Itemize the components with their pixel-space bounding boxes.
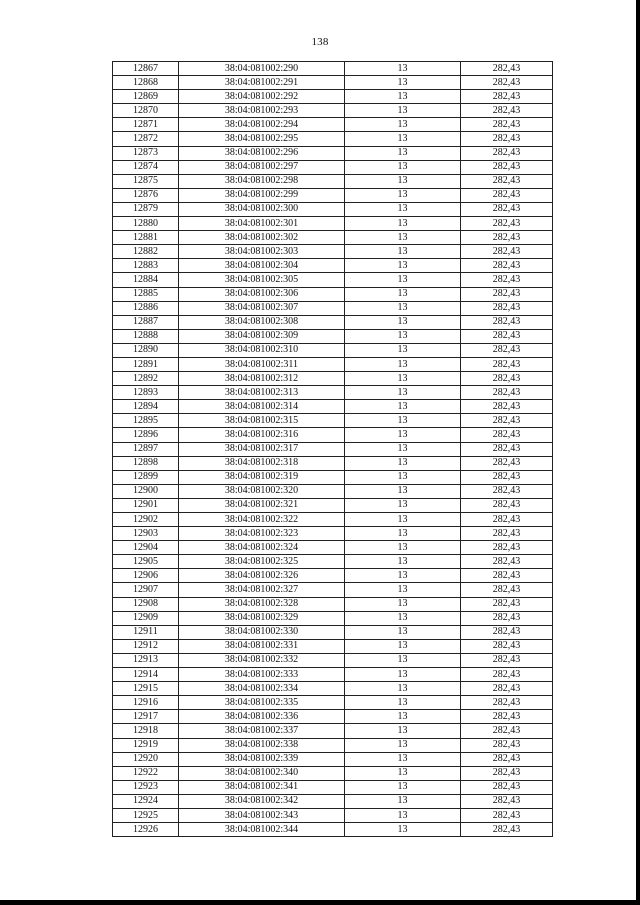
count-cell: 13 xyxy=(345,724,461,738)
cadastral-number-cell: 38:04:081002:297 xyxy=(179,160,345,174)
count-cell: 13 xyxy=(345,301,461,315)
cadastral-number-cell: 38:04:081002:312 xyxy=(179,372,345,386)
cadastral-number-cell: 38:04:081002:318 xyxy=(179,456,345,470)
cadastral-number-cell: 38:04:081002:306 xyxy=(179,287,345,301)
count-cell: 13 xyxy=(345,160,461,174)
row-number-cell: 12906 xyxy=(113,569,179,583)
area-cell: 282,43 xyxy=(461,653,553,667)
table-row xyxy=(113,217,553,231)
scan-edge-right xyxy=(636,0,640,905)
row-number-cell: 12893 xyxy=(113,386,179,400)
area-cell: 282,43 xyxy=(461,329,553,343)
cadastral-number-cell: 38:04:081002:336 xyxy=(179,710,345,724)
table-row xyxy=(113,202,553,216)
table-body xyxy=(113,62,553,837)
count-cell: 13 xyxy=(345,527,461,541)
table-row xyxy=(113,823,553,837)
table-row xyxy=(113,62,553,76)
table-row xyxy=(113,315,553,329)
table-row xyxy=(113,498,553,512)
area-cell: 282,43 xyxy=(461,188,553,202)
area-cell: 282,43 xyxy=(461,386,553,400)
row-number-cell: 12874 xyxy=(113,160,179,174)
area-cell: 282,43 xyxy=(461,625,553,639)
count-cell: 13 xyxy=(345,668,461,682)
area-cell: 282,43 xyxy=(461,470,553,484)
row-number-cell: 12913 xyxy=(113,653,179,667)
row-number-cell: 12896 xyxy=(113,428,179,442)
row-number-cell: 12891 xyxy=(113,357,179,371)
count-cell: 13 xyxy=(345,202,461,216)
row-number-cell: 12916 xyxy=(113,696,179,710)
row-number-cell: 12887 xyxy=(113,315,179,329)
table-row xyxy=(113,527,553,541)
table-row xyxy=(113,738,553,752)
table-row xyxy=(113,273,553,287)
count-cell: 13 xyxy=(345,231,461,245)
area-cell: 282,43 xyxy=(461,555,553,569)
table-row xyxy=(113,682,553,696)
table-row xyxy=(113,639,553,653)
area-cell: 282,43 xyxy=(461,273,553,287)
row-number-cell: 12898 xyxy=(113,456,179,470)
cadastral-number-cell: 38:04:081002:335 xyxy=(179,696,345,710)
cadastral-number-cell: 38:04:081002:315 xyxy=(179,414,345,428)
area-cell: 282,43 xyxy=(461,682,553,696)
area-cell: 282,43 xyxy=(461,484,553,498)
table-row xyxy=(113,794,553,808)
table-row xyxy=(113,386,553,400)
row-number-cell: 12894 xyxy=(113,400,179,414)
area-cell: 282,43 xyxy=(461,400,553,414)
cadastral-number-cell: 38:04:081002:333 xyxy=(179,668,345,682)
table-row xyxy=(113,76,553,90)
count-cell: 13 xyxy=(345,315,461,329)
table-row xyxy=(113,245,553,259)
area-cell: 282,43 xyxy=(461,611,553,625)
area-cell: 282,43 xyxy=(461,780,553,794)
row-number-cell: 12892 xyxy=(113,372,179,386)
row-number-cell: 12915 xyxy=(113,682,179,696)
row-number-cell: 12922 xyxy=(113,766,179,780)
table-row xyxy=(113,174,553,188)
row-number-cell: 12924 xyxy=(113,794,179,808)
cadastral-number-cell: 38:04:081002:338 xyxy=(179,738,345,752)
table-row xyxy=(113,104,553,118)
table-row xyxy=(113,710,553,724)
page-number: 138 xyxy=(311,36,329,48)
cadastral-number-cell: 38:04:081002:327 xyxy=(179,583,345,597)
count-cell: 13 xyxy=(345,217,461,231)
table-row xyxy=(113,414,553,428)
area-cell: 282,43 xyxy=(461,118,553,132)
count-cell: 13 xyxy=(345,76,461,90)
cadastral-number-cell: 38:04:081002:322 xyxy=(179,513,345,527)
row-number-cell: 12882 xyxy=(113,245,179,259)
row-number-cell: 12903 xyxy=(113,527,179,541)
cadastral-number-cell: 38:04:081002:324 xyxy=(179,541,345,555)
table-row xyxy=(113,231,553,245)
area-cell: 282,43 xyxy=(461,372,553,386)
count-cell: 13 xyxy=(345,400,461,414)
area-cell: 282,43 xyxy=(461,794,553,808)
area-cell: 282,43 xyxy=(461,710,553,724)
row-number-cell: 12901 xyxy=(113,498,179,512)
table-row xyxy=(113,372,553,386)
table-row xyxy=(113,456,553,470)
count-cell: 13 xyxy=(345,104,461,118)
table-row xyxy=(113,357,553,371)
row-number-cell: 12872 xyxy=(113,132,179,146)
area-cell: 282,43 xyxy=(461,738,553,752)
count-cell: 13 xyxy=(345,118,461,132)
row-number-cell: 12912 xyxy=(113,639,179,653)
table-row xyxy=(113,90,553,104)
row-number-cell: 12908 xyxy=(113,597,179,611)
table-row xyxy=(113,301,553,315)
row-number-cell: 12914 xyxy=(113,668,179,682)
table-row xyxy=(113,780,553,794)
area-cell: 282,43 xyxy=(461,245,553,259)
row-number-cell: 12905 xyxy=(113,555,179,569)
cadastral-number-cell: 38:04:081002:342 xyxy=(179,794,345,808)
table-row xyxy=(113,724,553,738)
table-row xyxy=(113,513,553,527)
area-cell: 282,43 xyxy=(461,569,553,583)
cadastral-number-cell: 38:04:081002:308 xyxy=(179,315,345,329)
table-row xyxy=(113,484,553,498)
area-cell: 282,43 xyxy=(461,76,553,90)
count-cell: 13 xyxy=(345,90,461,104)
cadastral-number-cell: 38:04:081002:337 xyxy=(179,724,345,738)
cadastral-number-cell: 38:04:081002:310 xyxy=(179,343,345,357)
row-number-cell: 12888 xyxy=(113,329,179,343)
table-row xyxy=(113,611,553,625)
row-number-cell: 12880 xyxy=(113,217,179,231)
table-row xyxy=(113,428,553,442)
count-cell: 13 xyxy=(345,357,461,371)
area-cell: 282,43 xyxy=(461,202,553,216)
count-cell: 13 xyxy=(345,470,461,484)
count-cell: 13 xyxy=(345,696,461,710)
count-cell: 13 xyxy=(345,372,461,386)
table-row xyxy=(113,470,553,484)
area-cell: 282,43 xyxy=(461,428,553,442)
row-number-cell: 12871 xyxy=(113,118,179,132)
row-number-cell: 12886 xyxy=(113,301,179,315)
table-row xyxy=(113,442,553,456)
cadastral-number-cell: 38:04:081002:302 xyxy=(179,231,345,245)
area-cell: 282,43 xyxy=(461,527,553,541)
count-cell: 13 xyxy=(345,583,461,597)
cadastral-number-cell: 38:04:081002:292 xyxy=(179,90,345,104)
cadastral-number-cell: 38:04:081002:294 xyxy=(179,118,345,132)
cadastral-number-cell: 38:04:081002:299 xyxy=(179,188,345,202)
table-row xyxy=(113,160,553,174)
cadastral-number-cell: 38:04:081002:303 xyxy=(179,245,345,259)
count-cell: 13 xyxy=(345,259,461,273)
table-row xyxy=(113,696,553,710)
cadastral-number-cell: 38:04:081002:314 xyxy=(179,400,345,414)
count-cell: 13 xyxy=(345,569,461,583)
cadastral-number-cell: 38:04:081002:291 xyxy=(179,76,345,90)
row-number-cell: 12900 xyxy=(113,484,179,498)
cadastral-number-cell: 38:04:081002:311 xyxy=(179,357,345,371)
cadastral-number-cell: 38:04:081002:300 xyxy=(179,202,345,216)
count-cell: 13 xyxy=(345,428,461,442)
table-row xyxy=(113,400,553,414)
area-cell: 282,43 xyxy=(461,442,553,456)
cadastral-number-cell: 38:04:081002:320 xyxy=(179,484,345,498)
area-cell: 282,43 xyxy=(461,583,553,597)
row-number-cell: 12918 xyxy=(113,724,179,738)
count-cell: 13 xyxy=(345,62,461,76)
count-cell: 13 xyxy=(345,456,461,470)
area-cell: 282,43 xyxy=(461,668,553,682)
count-cell: 13 xyxy=(345,625,461,639)
area-cell: 282,43 xyxy=(461,414,553,428)
cadastral-number-cell: 38:04:081002:339 xyxy=(179,752,345,766)
count-cell: 13 xyxy=(345,780,461,794)
area-cell: 282,43 xyxy=(461,498,553,512)
row-number-cell: 12911 xyxy=(113,625,179,639)
cadastral-number-cell: 38:04:081002:295 xyxy=(179,132,345,146)
count-cell: 13 xyxy=(345,245,461,259)
table-row xyxy=(113,668,553,682)
cadastral-number-cell: 38:04:081002:330 xyxy=(179,625,345,639)
area-cell: 282,43 xyxy=(461,174,553,188)
row-number-cell: 12895 xyxy=(113,414,179,428)
table-row xyxy=(113,259,553,273)
area-cell: 282,43 xyxy=(461,301,553,315)
cadastral-number-cell: 38:04:081002:316 xyxy=(179,428,345,442)
count-cell: 13 xyxy=(345,513,461,527)
table-row xyxy=(113,132,553,146)
area-cell: 282,43 xyxy=(461,724,553,738)
cadastral-number-cell: 38:04:081002:296 xyxy=(179,146,345,160)
row-number-cell: 12883 xyxy=(113,259,179,273)
cadastral-number-cell: 38:04:081002:293 xyxy=(179,104,345,118)
cadastral-table xyxy=(112,61,553,837)
table-row xyxy=(113,287,553,301)
count-cell: 13 xyxy=(345,498,461,512)
count-cell: 13 xyxy=(345,752,461,766)
table-row xyxy=(113,625,553,639)
count-cell: 13 xyxy=(345,766,461,780)
table-row xyxy=(113,118,553,132)
count-cell: 13 xyxy=(345,132,461,146)
row-number-cell: 12890 xyxy=(113,343,179,357)
count-cell: 13 xyxy=(345,682,461,696)
row-number-cell: 12884 xyxy=(113,273,179,287)
count-cell: 13 xyxy=(345,611,461,625)
row-number-cell: 12869 xyxy=(113,90,179,104)
cadastral-number-cell: 38:04:081002:328 xyxy=(179,597,345,611)
table-row xyxy=(113,808,553,822)
area-cell: 282,43 xyxy=(461,597,553,611)
area-cell: 282,43 xyxy=(461,146,553,160)
cadastral-number-cell: 38:04:081002:290 xyxy=(179,62,345,76)
count-cell: 13 xyxy=(345,555,461,569)
cadastral-number-cell: 38:04:081002:332 xyxy=(179,653,345,667)
area-cell: 282,43 xyxy=(461,160,553,174)
table-row xyxy=(113,583,553,597)
area-cell: 282,43 xyxy=(461,696,553,710)
area-cell: 282,43 xyxy=(461,90,553,104)
count-cell: 13 xyxy=(345,823,461,837)
cadastral-number-cell: 38:04:081002:334 xyxy=(179,682,345,696)
cadastral-number-cell: 38:04:081002:343 xyxy=(179,808,345,822)
count-cell: 13 xyxy=(345,484,461,498)
count-cell: 13 xyxy=(345,808,461,822)
cadastral-number-cell: 38:04:081002:301 xyxy=(179,217,345,231)
area-cell: 282,43 xyxy=(461,752,553,766)
row-number-cell: 12925 xyxy=(113,808,179,822)
row-number-cell: 12867 xyxy=(113,62,179,76)
row-number-cell: 12879 xyxy=(113,202,179,216)
cadastral-number-cell: 38:04:081002:321 xyxy=(179,498,345,512)
area-cell: 282,43 xyxy=(461,315,553,329)
table-row xyxy=(113,329,553,343)
count-cell: 13 xyxy=(345,414,461,428)
row-number-cell: 12909 xyxy=(113,611,179,625)
cadastral-number-cell: 38:04:081002:325 xyxy=(179,555,345,569)
area-cell: 282,43 xyxy=(461,287,553,301)
area-cell: 282,43 xyxy=(461,823,553,837)
row-number-cell: 12902 xyxy=(113,513,179,527)
count-cell: 13 xyxy=(345,442,461,456)
scan-edge-bottom xyxy=(0,900,640,905)
count-cell: 13 xyxy=(345,343,461,357)
row-number-cell: 12881 xyxy=(113,231,179,245)
count-cell: 13 xyxy=(345,597,461,611)
count-cell: 13 xyxy=(345,710,461,724)
count-cell: 13 xyxy=(345,541,461,555)
area-cell: 282,43 xyxy=(461,513,553,527)
row-number-cell: 12885 xyxy=(113,287,179,301)
row-number-cell: 12923 xyxy=(113,780,179,794)
row-number-cell: 12875 xyxy=(113,174,179,188)
cadastral-number-cell: 38:04:081002:329 xyxy=(179,611,345,625)
table-row xyxy=(113,766,553,780)
area-cell: 282,43 xyxy=(461,541,553,555)
cadastral-number-cell: 38:04:081002:341 xyxy=(179,780,345,794)
count-cell: 13 xyxy=(345,146,461,160)
count-cell: 13 xyxy=(345,386,461,400)
row-number-cell: 12868 xyxy=(113,76,179,90)
cadastral-number-cell: 38:04:081002:313 xyxy=(179,386,345,400)
row-number-cell: 12873 xyxy=(113,146,179,160)
row-number-cell: 12899 xyxy=(113,470,179,484)
table-row xyxy=(113,597,553,611)
table-row xyxy=(113,555,553,569)
area-cell: 282,43 xyxy=(461,217,553,231)
table-row xyxy=(113,343,553,357)
area-cell: 282,43 xyxy=(461,357,553,371)
area-cell: 282,43 xyxy=(461,639,553,653)
area-cell: 282,43 xyxy=(461,104,553,118)
count-cell: 13 xyxy=(345,653,461,667)
cadastral-number-cell: 38:04:081002:304 xyxy=(179,259,345,273)
row-number-cell: 12870 xyxy=(113,104,179,118)
area-cell: 282,43 xyxy=(461,766,553,780)
table-row xyxy=(113,188,553,202)
row-number-cell: 12897 xyxy=(113,442,179,456)
row-number-cell: 12926 xyxy=(113,823,179,837)
count-cell: 13 xyxy=(345,794,461,808)
count-cell: 13 xyxy=(345,329,461,343)
table-row xyxy=(113,569,553,583)
count-cell: 13 xyxy=(345,174,461,188)
row-number-cell: 12907 xyxy=(113,583,179,597)
count-cell: 13 xyxy=(345,639,461,653)
count-cell: 13 xyxy=(345,188,461,202)
area-cell: 282,43 xyxy=(461,808,553,822)
row-number-cell: 12919 xyxy=(113,738,179,752)
area-cell: 282,43 xyxy=(461,62,553,76)
table-row xyxy=(113,541,553,555)
count-cell: 13 xyxy=(345,273,461,287)
cadastral-number-cell: 38:04:081002:323 xyxy=(179,527,345,541)
table-row xyxy=(113,752,553,766)
row-number-cell: 12904 xyxy=(113,541,179,555)
area-cell: 282,43 xyxy=(461,132,553,146)
area-cell: 282,43 xyxy=(461,231,553,245)
cadastral-number-cell: 38:04:081002:340 xyxy=(179,766,345,780)
count-cell: 13 xyxy=(345,287,461,301)
table-row xyxy=(113,653,553,667)
area-cell: 282,43 xyxy=(461,456,553,470)
cadastral-number-cell: 38:04:081002:317 xyxy=(179,442,345,456)
count-cell: 13 xyxy=(345,738,461,752)
cadastral-number-cell: 38:04:081002:307 xyxy=(179,301,345,315)
cadastral-number-cell: 38:04:081002:326 xyxy=(179,569,345,583)
cadastral-number-cell: 38:04:081002:344 xyxy=(179,823,345,837)
cadastral-number-cell: 38:04:081002:298 xyxy=(179,174,345,188)
row-number-cell: 12917 xyxy=(113,710,179,724)
cadastral-number-cell: 38:04:081002:331 xyxy=(179,639,345,653)
cadastral-number-cell: 38:04:081002:319 xyxy=(179,470,345,484)
area-cell: 282,43 xyxy=(461,343,553,357)
table-row xyxy=(113,146,553,160)
row-number-cell: 12920 xyxy=(113,752,179,766)
row-number-cell: 12876 xyxy=(113,188,179,202)
cadastral-number-cell: 38:04:081002:305 xyxy=(179,273,345,287)
area-cell: 282,43 xyxy=(461,259,553,273)
cadastral-number-cell: 38:04:081002:309 xyxy=(179,329,345,343)
